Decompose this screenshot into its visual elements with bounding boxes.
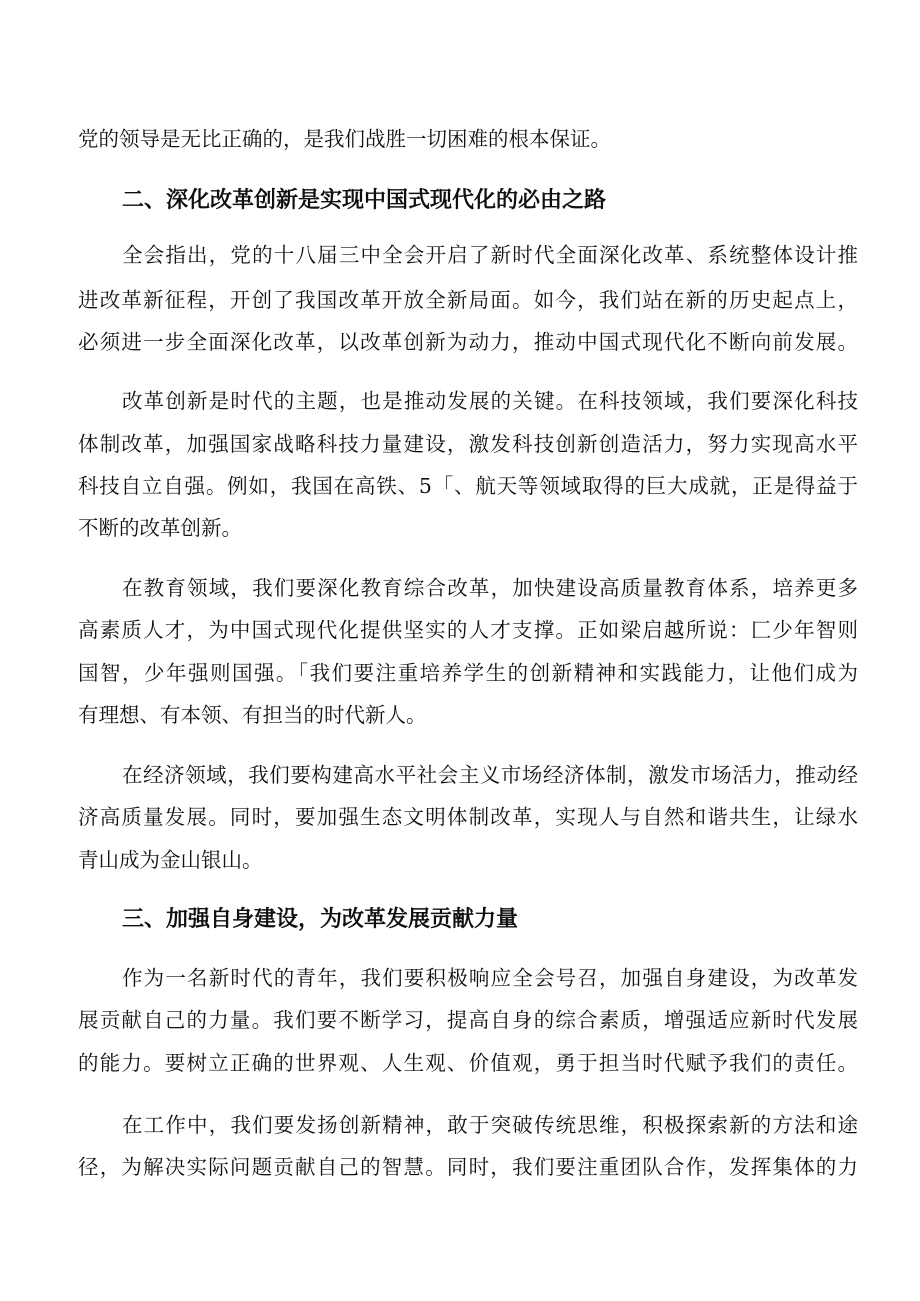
paragraph-line: 必须进一步全面深化改革，以改革创新为动力，推动中国式现代化不断向前发展。 xyxy=(78,330,858,354)
section-heading-3: 三、加强自身建设，为改革发展贡献力量 xyxy=(122,907,519,932)
paragraph-line: 在经济领域，我们要构建高水平社会主义市场经济体制，激发市场活力，推动经 xyxy=(122,763,858,787)
paragraph-line: 国智，少年强则国强。「我们要注重培养学生的创新精神和实践能力，让他们成为 xyxy=(78,661,858,685)
paragraph-line: 科技自立自强。例如，我国在高铁、5「、航天等领域取得的巨大成就，正是得益于 xyxy=(78,474,858,498)
paragraph-line: 改革创新是时代的主题，也是推动发展的关键。在科技领域，我们要深化科技 xyxy=(122,389,858,413)
paragraph-line: 在工作中，我们要发扬创新精神，敢于突破传统思维，积极探索新的方法和途 xyxy=(122,1113,858,1137)
paragraph-line: 进改革新征程，开创了我国改革开放全新局面。如今，我们站在新的历史起点上， xyxy=(78,288,858,312)
paragraph-line: 的能力。要树立正确的世界观、人生观、价值观，勇于担当时代赋予我们的责任。 xyxy=(78,1051,858,1075)
paragraph-line: 作为一名新时代的青年，我们要积极响应全会号召，加强自身建设，为改革发 xyxy=(122,966,858,990)
paragraph-line: 在教育领域，我们要深化教育综合改革，加快建设高质量教育体系，培养更多 xyxy=(122,576,858,600)
paragraph-line: 体制改革，加强国家战略科技力量建设，激发科技创新创造活力，努力实现高水平 xyxy=(78,432,858,456)
paragraph-line: 济高质量发展。同时，要加强生态文明体制改革，实现人与自然和谐共生，让绿水 xyxy=(78,805,858,829)
paragraph-line: 展贡献自己的力量。我们要不断学习，提高自身的综合素质，增强适应新时代发展 xyxy=(78,1008,858,1032)
paragraph-line: 高素质人才，为中国式现代化提供坚实的人才支撑。正如梁启越所说：匚少年智则 xyxy=(78,618,858,642)
paragraph-line: 青山成为金山银山。 xyxy=(78,848,263,872)
paragraph-line: 不断的改革创新。 xyxy=(78,516,242,540)
paragraph-line: 有理想、有本领、有担当的时代新人。 xyxy=(78,703,427,727)
paragraph-line: 径，为解决实际问题贡献自己的智慧。同时，我们要注重团队合作，发挥集体的力 xyxy=(78,1155,858,1179)
section-heading-2: 二、深化改革创新是实现中国式现代化的必由之路 xyxy=(122,188,607,213)
continuation-line: 党的领导是无比正确的，是我们战胜一切困难的根本保证。 xyxy=(78,127,611,151)
paragraph-line: 全会指出，党的十八届三中全会开启了新时代全面深化改革、系统整体设计推 xyxy=(122,243,858,267)
